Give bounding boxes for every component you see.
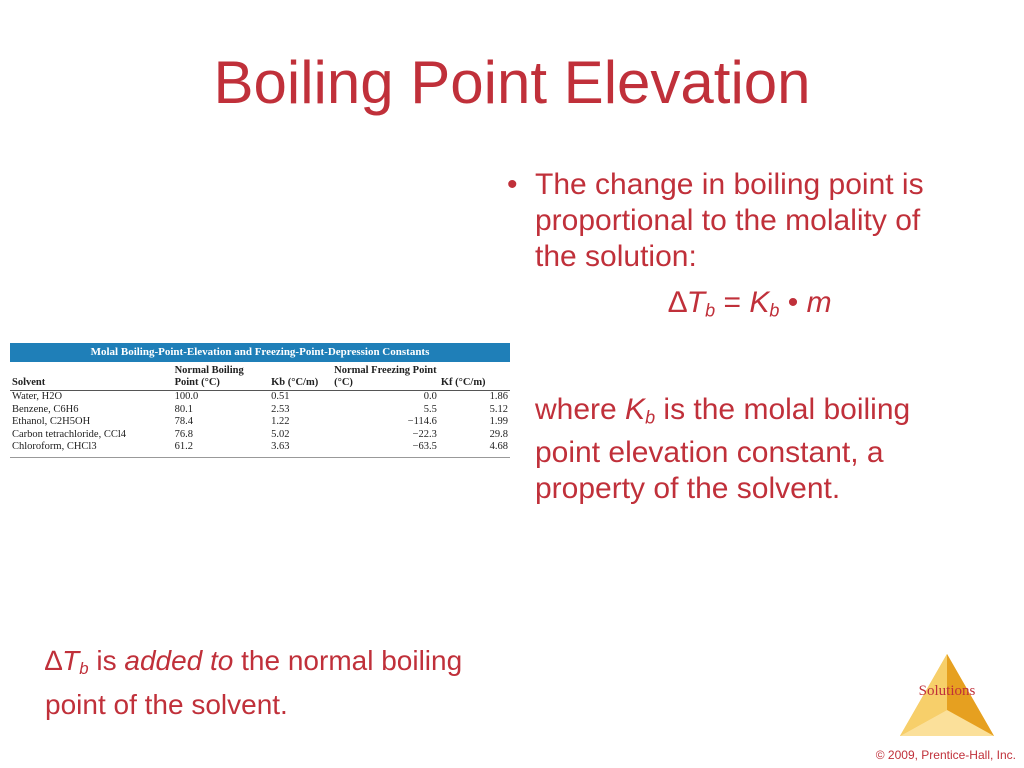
header-normal-boiling-point: Normal Boiling Point (°C) [174,365,244,388]
bullet-text: The change in boiling point is proportional to the molality of the solution: [535,168,924,273]
formula-t: T [686,286,706,319]
table-row [10,391,510,404]
header-normal-freezing-point: Normal Freezing Point (°C) [334,365,437,388]
cell-kb: 2.53 [271,403,290,415]
cell-kb: 3.63 [271,441,290,452]
cell-nbp: 100.0 [174,391,199,402]
formula-equals: = [715,286,750,319]
cell-nfp: 0.0 [423,391,437,402]
cell-kb: 0.51 [271,391,290,402]
table-row [10,441,510,457]
formula-k-subscript: b [769,300,780,321]
where-k: K [625,392,646,426]
header-solvent: Solvent [12,377,46,388]
formula-dot: • [779,286,807,319]
table-caption: Molal Boiling-Point-Elevation and Freezing-Point-Depression Constants [10,343,510,362]
bullet-content [505,167,965,507]
delta-symbol: ∆ [668,286,687,319]
where-pre: where [535,392,626,426]
cell-solvent: Ethanol, C2H5OH [12,416,91,427]
cell-kf: 5.12 [489,403,508,415]
table-row [10,416,510,429]
cell-solvent: Chloroform, CHCl3 [12,441,97,452]
note-rest: the normal boiling point of the solvent. [45,645,463,721]
cell-nfp: −63.5 [412,441,437,452]
cell-nfp: −22.3 [412,428,437,440]
table-row [10,404,510,417]
boiling-point-formula [505,285,965,329]
table-row [10,429,510,442]
cell-nfp: −114.6 [407,416,437,427]
where-post: is the molal boiling point elevation constant, a property of the solvent. [535,392,911,505]
note-t: T [62,645,80,676]
copyright: © 2009, Prentice-Hall, Inc. [875,748,1016,762]
bullet-icon: • [507,168,518,201]
cell-nbp: 61.2 [174,441,193,452]
formula-m: m [806,286,832,319]
cell-solvent: Water, H2O [12,391,63,402]
note-added-to: added to [124,645,234,676]
bottom-note [45,643,475,723]
cell-nbp: 80.1 [174,403,193,415]
slide-title: Boiling Point Elevation [213,49,811,116]
logo-text: Solutions [918,683,976,699]
formula-k: K [749,286,770,319]
cell-solvent: Carbon tetrachloride, CCl4 [12,428,127,440]
cell-kf: 1.86 [489,391,508,402]
cell-solvent: Benzene, C6H6 [12,403,79,415]
header-kf: Kf (°C/m) [440,377,486,388]
cell-nbp: 76.8 [174,428,193,440]
cell-kf: 1.99 [489,416,508,427]
note-is: is [88,645,125,676]
cell-kb: 1.22 [271,416,290,427]
constants-table [10,343,510,458]
cell-kf: 29.8 [489,428,508,440]
formula-t-subscript: b [705,300,716,321]
cell-kf: 4.68 [489,441,508,452]
header-kb: Kb (°C/m) [271,377,319,388]
where-k-subscript: b [645,407,656,427]
note-t-subscript: b [79,659,89,679]
cell-kb: 5.02 [271,428,290,440]
bullet-item [505,167,965,275]
cell-nfp: 5.5 [423,403,437,415]
where-paragraph [505,392,965,508]
note-delta: ∆ [45,645,63,676]
cell-nbp: 78.4 [174,416,193,427]
